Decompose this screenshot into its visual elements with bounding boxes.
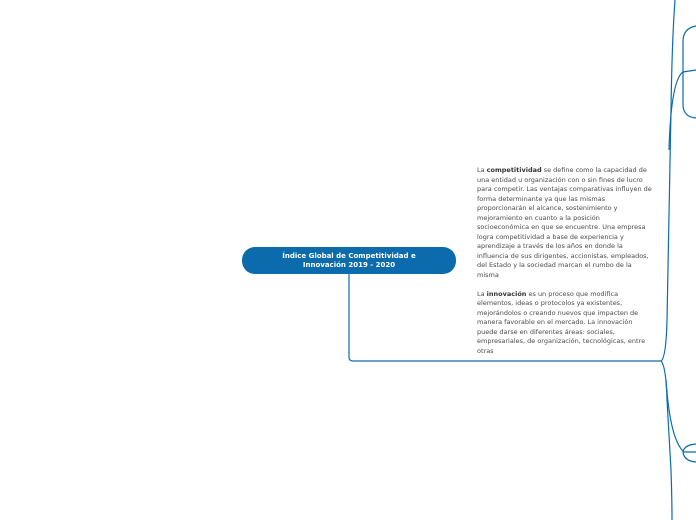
competitividad-definition: se define como la capacidad de una entidad u organización con o sin fines de lucro para competir. Las ventajas comparativas influyen de forma determinante ya que las mismas proporcionarán el alcance, sostenimiento y mejoramiento en cuanto a la posición socioeconómica en que se encuentre. Una empresa logra competitividad a base de experiencia y aprendizaje a través de los años en donde la influencia de sus dirigentes, accionistas, empleados, del Estado y la sociedad marcan el rumbo de la misma <box>477 166 652 279</box>
paragraph-prefix: La <box>477 166 487 174</box>
competitividad-paragraph <box>477 166 653 280</box>
topic-note <box>477 166 653 366</box>
upper-branch-connector <box>661 0 675 361</box>
central-topic-line-2: Innovación 2019 - 2020 <box>302 260 396 269</box>
innovacion-term: innovación <box>486 289 527 298</box>
competitividad-term: competitividad <box>486 166 542 174</box>
innovacion-paragraph <box>477 290 653 357</box>
central-topic-label <box>282 252 415 270</box>
paragraph-prefix: La <box>477 289 487 298</box>
central-topic-line-1: Índice Global de Competitividad e <box>282 251 416 260</box>
central-topic[interactable] <box>242 247 456 274</box>
lower-subtopic-connector <box>666 380 696 452</box>
innovacion-definition: es un proceso que modifica elementos, ideas o protocolos ya existentes, mejorándolos o creando nuevos que impacten de manera favorable en el mercado. La innovación puede darse en diferentes áreas: sociales, empresariales, de organización, tecnológicas, entre otras <box>477 289 646 355</box>
lower-subtopic-bracket <box>683 444 696 462</box>
